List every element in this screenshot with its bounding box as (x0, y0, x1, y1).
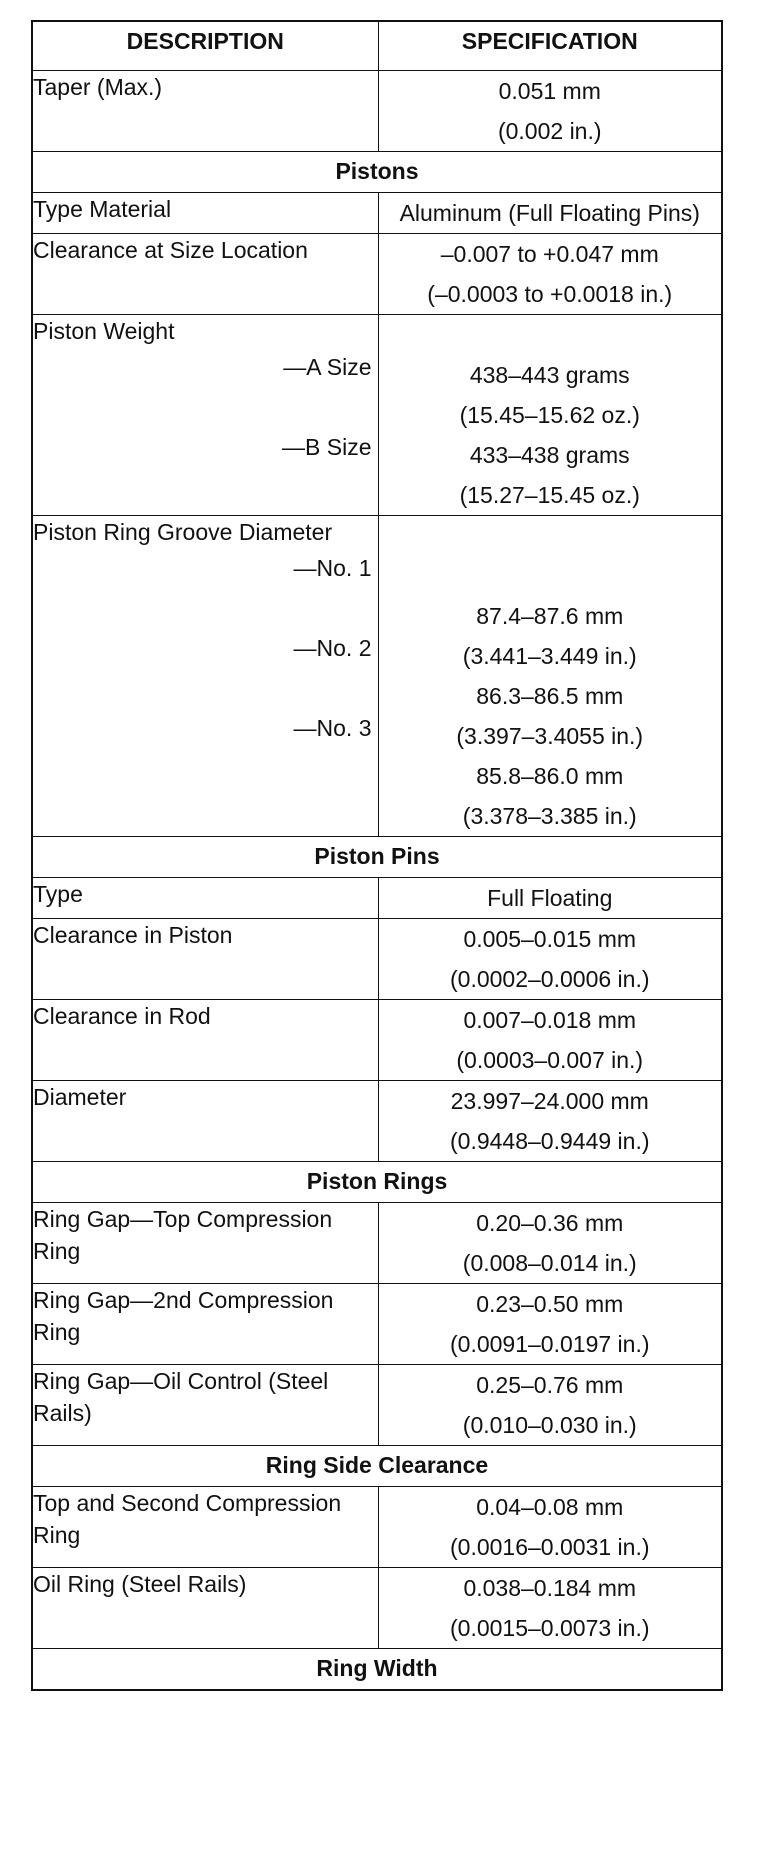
spec-line: –0.007 to +0.047 mm (440, 241, 659, 267)
specification-cell (378, 516, 722, 837)
spec-line: (15.45–15.62 oz.) (459, 402, 640, 428)
section-title: Piston Pins (32, 837, 722, 878)
specification-cell (378, 315, 722, 516)
sub-label: —A Size (283, 354, 372, 380)
spec-table (31, 20, 723, 1691)
specification-cell (378, 71, 722, 152)
description-cell (32, 315, 378, 516)
spec-line: 0.25–0.76 mm (476, 1372, 624, 1398)
description-cell: Type (32, 878, 378, 919)
spec-row (32, 919, 722, 1000)
section-row (32, 152, 722, 193)
specification-cell (378, 1203, 722, 1284)
sub-spacer (33, 387, 378, 427)
spec-line: (0.0003–0.007 in.) (456, 1047, 644, 1073)
section-row (32, 837, 722, 878)
spec-row (32, 193, 722, 234)
spec-line: 0.23–0.50 mm (476, 1291, 624, 1317)
spec-row (32, 1284, 722, 1365)
spec-line: Aluminum (Full Floating Pins) (399, 200, 700, 226)
description-cell: Ring Gap—2nd Compression Ring (32, 1284, 378, 1365)
spec-line: 0.005–0.015 mm (463, 926, 637, 952)
spec-line: (0.010–0.030 in.) (462, 1412, 637, 1438)
spec-line: (0.0016–0.0031 in.) (450, 1534, 650, 1560)
spec-line: 85.8–86.0 mm (476, 763, 624, 789)
spec-line: (0.0091–0.0197 in.) (450, 1331, 650, 1357)
spec-line: (0.002 in.) (497, 118, 602, 144)
sub-spacer (33, 668, 378, 708)
specification-cell (378, 1487, 722, 1568)
spec-group-row (32, 516, 722, 837)
spec-line: 0.038–0.184 mm (463, 1575, 637, 1601)
spec-row (32, 1000, 722, 1081)
spec-row (32, 234, 722, 315)
specification-cell (378, 1000, 722, 1081)
description-header: DESCRIPTION (32, 21, 378, 71)
description-cell: Clearance in Rod (32, 1000, 378, 1081)
specification-cell (378, 1284, 722, 1365)
spec-row (32, 1568, 722, 1649)
spec-line: (15.27–15.45 oz.) (459, 482, 640, 508)
spec-line: (0.0015–0.0073 in.) (450, 1615, 650, 1641)
spec-line: (0.008–0.014 in.) (462, 1250, 637, 1276)
specification-cell (378, 1081, 722, 1162)
spec-line: 0.051 mm (498, 78, 601, 104)
spec-line: 0.007–0.018 mm (463, 1007, 637, 1033)
section-title: Pistons (32, 152, 722, 193)
description-cell: Ring Gap—Oil Control (Steel Rails) (32, 1365, 378, 1446)
specification-cell (378, 234, 722, 315)
spec-row (32, 1365, 722, 1446)
header-row (32, 21, 722, 71)
spec-row (32, 878, 722, 919)
spec-line: (3.397–3.4055 in.) (456, 723, 644, 749)
description-cell: Taper (Max.) (32, 71, 378, 152)
sub-label: —No. 3 (293, 715, 372, 741)
section-title: Ring Side Clearance (32, 1446, 722, 1487)
specification-cell (378, 193, 722, 234)
spec-spacer (379, 556, 722, 596)
sub-spacer (33, 467, 378, 507)
description-cell: Ring Gap—Top Compression Ring (32, 1203, 378, 1284)
group-title: Piston Ring Groove Diameter (33, 519, 333, 545)
spec-line: (0.0002–0.0006 in.) (450, 966, 650, 992)
spec-line: (3.378–3.385 in.) (462, 803, 637, 829)
spec-line: 23.997–24.000 mm (450, 1088, 649, 1114)
section-row (32, 1162, 722, 1203)
spec-row (32, 1081, 722, 1162)
spec-line: (0.9448–0.9449 in.) (450, 1128, 650, 1154)
group-title: Piston Weight (33, 318, 175, 344)
sub-label: —B Size (282, 434, 372, 460)
spec-group-row (32, 315, 722, 516)
specification-cell (378, 919, 722, 1000)
description-cell: Oil Ring (Steel Rails) (32, 1568, 378, 1649)
spec-line: 438–443 grams (469, 362, 630, 388)
description-cell: Diameter (32, 1081, 378, 1162)
spec-line: (–0.0003 to +0.0018 in.) (427, 281, 673, 307)
description-cell: Type Material (32, 193, 378, 234)
description-cell: Top and Second Compression Ring (32, 1487, 378, 1568)
spec-line: 433–438 grams (469, 442, 630, 468)
spec-line: (3.441–3.449 in.) (462, 643, 637, 669)
specification-cell (378, 878, 722, 919)
specification-cell (378, 1365, 722, 1446)
spec-spacer (379, 315, 722, 355)
specification-header: SPECIFICATION (378, 21, 722, 71)
spec-line: 0.04–0.08 mm (476, 1494, 624, 1520)
spec-row (32, 1203, 722, 1284)
spec-spacer (379, 516, 722, 556)
description-cell (32, 516, 378, 837)
sub-spacer (33, 588, 378, 628)
section-title: Ring Width (32, 1649, 722, 1691)
sub-spacer (33, 748, 378, 788)
spec-line: 0.20–0.36 mm (476, 1210, 624, 1236)
section-row (32, 1446, 722, 1487)
spec-row (32, 1487, 722, 1568)
description-cell: Clearance in Piston (32, 919, 378, 1000)
description-cell: Clearance at Size Location (32, 234, 378, 315)
spec-row (32, 71, 722, 152)
spec-line: 86.3–86.5 mm (476, 683, 624, 709)
section-row (32, 1649, 722, 1691)
sub-label: —No. 1 (293, 555, 372, 581)
spec-line: Full Floating (487, 885, 613, 911)
specification-cell (378, 1568, 722, 1649)
sub-label: —No. 2 (293, 635, 372, 661)
spec-line: 87.4–87.6 mm (476, 603, 624, 629)
section-title: Piston Rings (32, 1162, 722, 1203)
spec-table-body (32, 71, 722, 1691)
